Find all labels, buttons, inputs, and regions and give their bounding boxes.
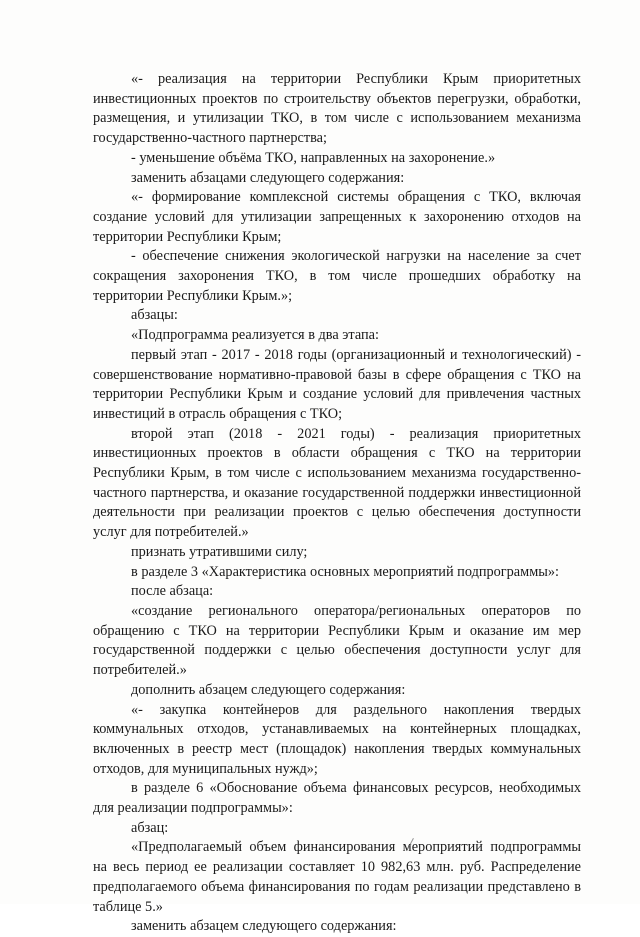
paragraph-17: абзац: [131, 819, 169, 836]
paragraph-11: в разделе 3 «Характеристика основных мероприятий подпрограммы»: [131, 563, 559, 580]
paragraph-3: заменить абзацами следующего содержания: [131, 169, 405, 186]
paragraph-9: второй этап (2018 - 2021 годы) - реализация приоритетных инвестиционных проектов в области обращения с ТКО на территории Республики Крым, в том числе с использованием механизма государственно-частного партнерства, и оказание государственной поддержки инвестиционной деятельности при реализации проектов с целью обеспечения доступности услуг для потребителей.» [93, 425, 581, 541]
paragraph-12: после абзаца: [131, 583, 214, 600]
document-body [93, 70, 581, 937]
paragraph-7: «Подпрограмма реализуется в два этапа: [131, 327, 379, 344]
paragraph-13: «создание регионального оператора/региональных операторов по обращению с ТКО на территории Республики Крым и оказание им мер государственной поддержки с целью обеспечения доступности услуг для потребителей.» [93, 602, 581, 679]
paragraph-2: - уменьшение объёма ТКО, направленных на захоронение.» [131, 149, 496, 166]
paragraph-6: абзацы: [131, 307, 178, 324]
paragraph-8: первый этап - 2017 - 2018 годы (организационный и технологический) - совершенствование нормативно-правовой базы в сфере обращения с ТКО на территории Республики Крым и создание условий для привлечения частных инвестиций в отрасль обращения с ТКО; [93, 346, 581, 422]
paragraph-14: дополнить абзацем следующего содержания: [131, 681, 406, 698]
paragraph-10: признать утратившими силу; [131, 543, 308, 560]
paragraph-19: заменить абзацем следующего содержания: [131, 918, 397, 935]
paragraph-15: «- закупка контейнеров для раздельного накопления твердых коммунальных отходов, устанавливаемых на контейнерных площадках, включенных в реестр мест (площадок) накопления твердых коммунальных отходов, для муниципальных нужд»; [93, 701, 581, 777]
paragraph-4: «- формирование комплексной системы обращения с ТКО, включая создание условий для утилизации запрещенных к захоронению отходов на территории Республики Крым; [93, 189, 581, 245]
paragraph-16: в разделе 6 «Обоснование объема финансовых ресурсов, необходимых для реализации подпрограммы»: [93, 780, 581, 817]
paragraph-18: «Предполагаемый объем финансирования мероприятий подпрограммы на весь период ее реализации составляет 10 982,63 млн. руб. Распределение предполагаемого объема финансирования по годам реализации представлено в таблице 5.» [93, 839, 581, 915]
paragraph-1: «- реализация на территории Республики Крым приоритетных инвестиционных проектов по строительству объектов перегрузки, обработки, размещения, и утилизации ТКО, в том числе с использованием механизма государственно-частного партнерства; [93, 71, 581, 147]
paragraph-5: - обеспечение снижения экологической нагрузки на население за счет сокращения захоронения ТКО, в том числе прошедших обработку на территории Республики Крым.»; [93, 248, 581, 304]
